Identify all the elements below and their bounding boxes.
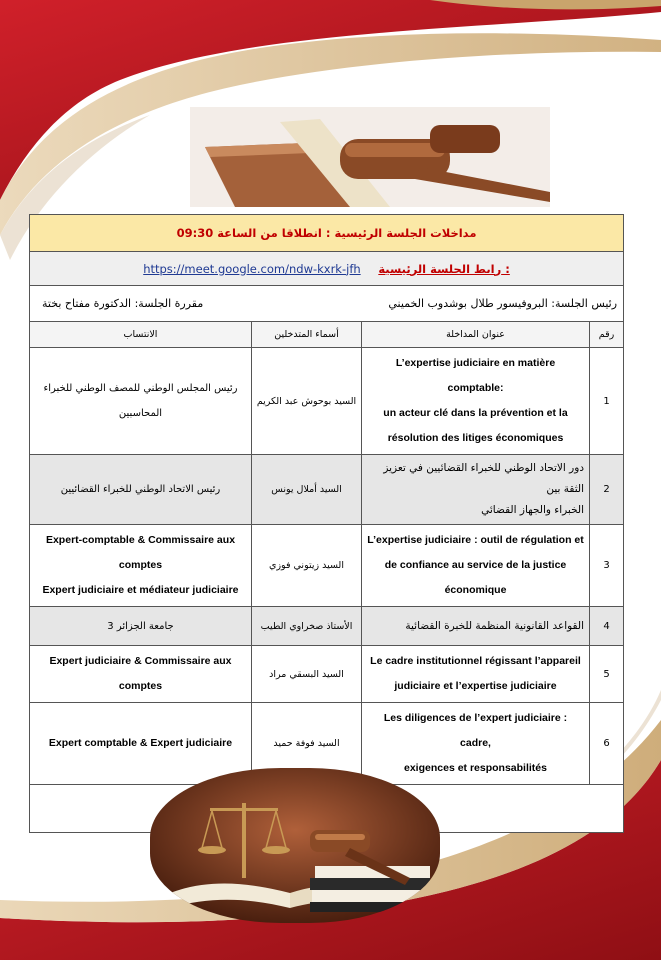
topic-line: Le cadre institutionnel régissant l’appareil: [370, 655, 581, 667]
column-header-affiliation: الانتساب: [30, 322, 252, 348]
speaker-cell: الأستاذ صخراوي الطيب: [252, 607, 362, 646]
speaker-cell: السيد بوحوش عبد الكريم: [252, 348, 362, 455]
affiliation-cell: [30, 455, 252, 525]
gavel-scales-books-photo: [150, 768, 440, 923]
speaker-cell: السيد أملال يونس: [252, 455, 362, 525]
table-header-row: [30, 322, 624, 348]
session-chair: رئيس الجلسة: البروفيسور طلال بوشدوب الخميني: [388, 297, 618, 310]
table-row: [30, 646, 624, 703]
affiliation-cell: [30, 607, 252, 646]
scales-of-justice-icon: [150, 768, 440, 923]
speaker-cell: السيد فوفة حميد: [252, 703, 362, 785]
session-link-row: [30, 252, 624, 286]
column-header-number: رقم: [590, 322, 624, 348]
table-row: [30, 607, 624, 646]
speaker-cell: السيد البسقي مراد: [252, 646, 362, 703]
row-number: 3: [590, 525, 624, 607]
affiliation-line: comptes: [118, 680, 163, 692]
affiliation-line: Expert judiciaire et médiateur judiciaire: [42, 584, 239, 596]
row-number: 5: [590, 646, 624, 703]
affiliation-line: رئيس الاتحاد الوطني للخبراء القضائيين: [60, 484, 221, 495]
topic-line: دور الاتحاد الوطني للخبراء القضائيين في تعزيز الثقة بين: [383, 462, 584, 495]
row-number: 6: [590, 703, 624, 785]
topic-cell: [362, 646, 590, 703]
affiliation-line: Expert-comptable & Commissaire aux: [45, 534, 236, 546]
row-number: 1: [590, 348, 624, 455]
topic-line: un acteur clé dans la prévention et la: [383, 407, 568, 419]
topic-line: L’expertise judiciaire : outil de régulation et: [367, 534, 584, 546]
column-header-topic: عنوان المداخلة: [362, 322, 590, 348]
topic-line: judiciaire et l’expertise judiciaire: [394, 680, 557, 692]
topic-cell: [362, 703, 590, 785]
row-number: 2: [590, 455, 624, 525]
affiliation-line: Expert judiciaire & Commissaire aux: [49, 655, 232, 667]
gavel-icon: [190, 107, 550, 207]
affiliation-line: رئيس المجلس الوطني للمصف الوطني للخبراء المحاسبين: [43, 383, 238, 419]
affiliation-line: جامعة الجزائر 3: [107, 620, 174, 632]
topic-line: économique: [444, 584, 507, 596]
row-number: 4: [590, 607, 624, 646]
topic-line: de confiance au service de la justice: [384, 559, 567, 571]
speaker-cell: السيد زيتوني فوزي: [252, 525, 362, 607]
gavel-photo: [190, 107, 550, 207]
meeting-link[interactable]: https://meet.google.com/ndw-kxrk-jfh: [143, 261, 361, 276]
affiliation-cell: [30, 525, 252, 607]
topic-cell: [362, 348, 590, 455]
topic-line: résolution des litiges économiques: [387, 432, 564, 444]
column-header-speakers: أسماء المتدخلين: [252, 322, 362, 348]
affiliation-line: Expert comptable & Expert judiciaire: [48, 737, 233, 749]
topic-line: L’expertise judiciaire en matière comptable:: [395, 357, 556, 394]
topic-cell: [362, 607, 590, 646]
table-row: [30, 455, 624, 525]
table-row: [30, 525, 624, 607]
table-row: [30, 348, 624, 455]
session-reporter: مقررة الجلسة: الدكتورة مفتاح بختة: [42, 297, 204, 310]
affiliation-line: comptes: [118, 559, 163, 571]
session-schedule-table: [29, 214, 624, 833]
affiliation-cell: [30, 348, 252, 455]
topic-line: الخبراء والجهاز القضائي: [481, 504, 584, 516]
affiliation-cell: [30, 646, 252, 703]
topic-line: القواعد القانونية المنظمة للخبرة القضائية: [405, 619, 584, 632]
affiliation-cell: [30, 703, 252, 785]
meeting-link-label: رابط الجلسة الرئيسية :: [378, 261, 510, 276]
topic-cell: [362, 525, 590, 607]
session-title: مداخلات الجلسة الرئيسية : انطلاقا من الساعة 09:30: [30, 215, 624, 252]
topic-line: Les diligences de l’expert judiciaire : cadre,: [383, 712, 568, 749]
session-title-row: [30, 215, 624, 252]
topic-cell: [362, 455, 590, 525]
topic-line: exigences et responsabilités: [404, 762, 547, 774]
session-chair-row: [30, 286, 624, 322]
